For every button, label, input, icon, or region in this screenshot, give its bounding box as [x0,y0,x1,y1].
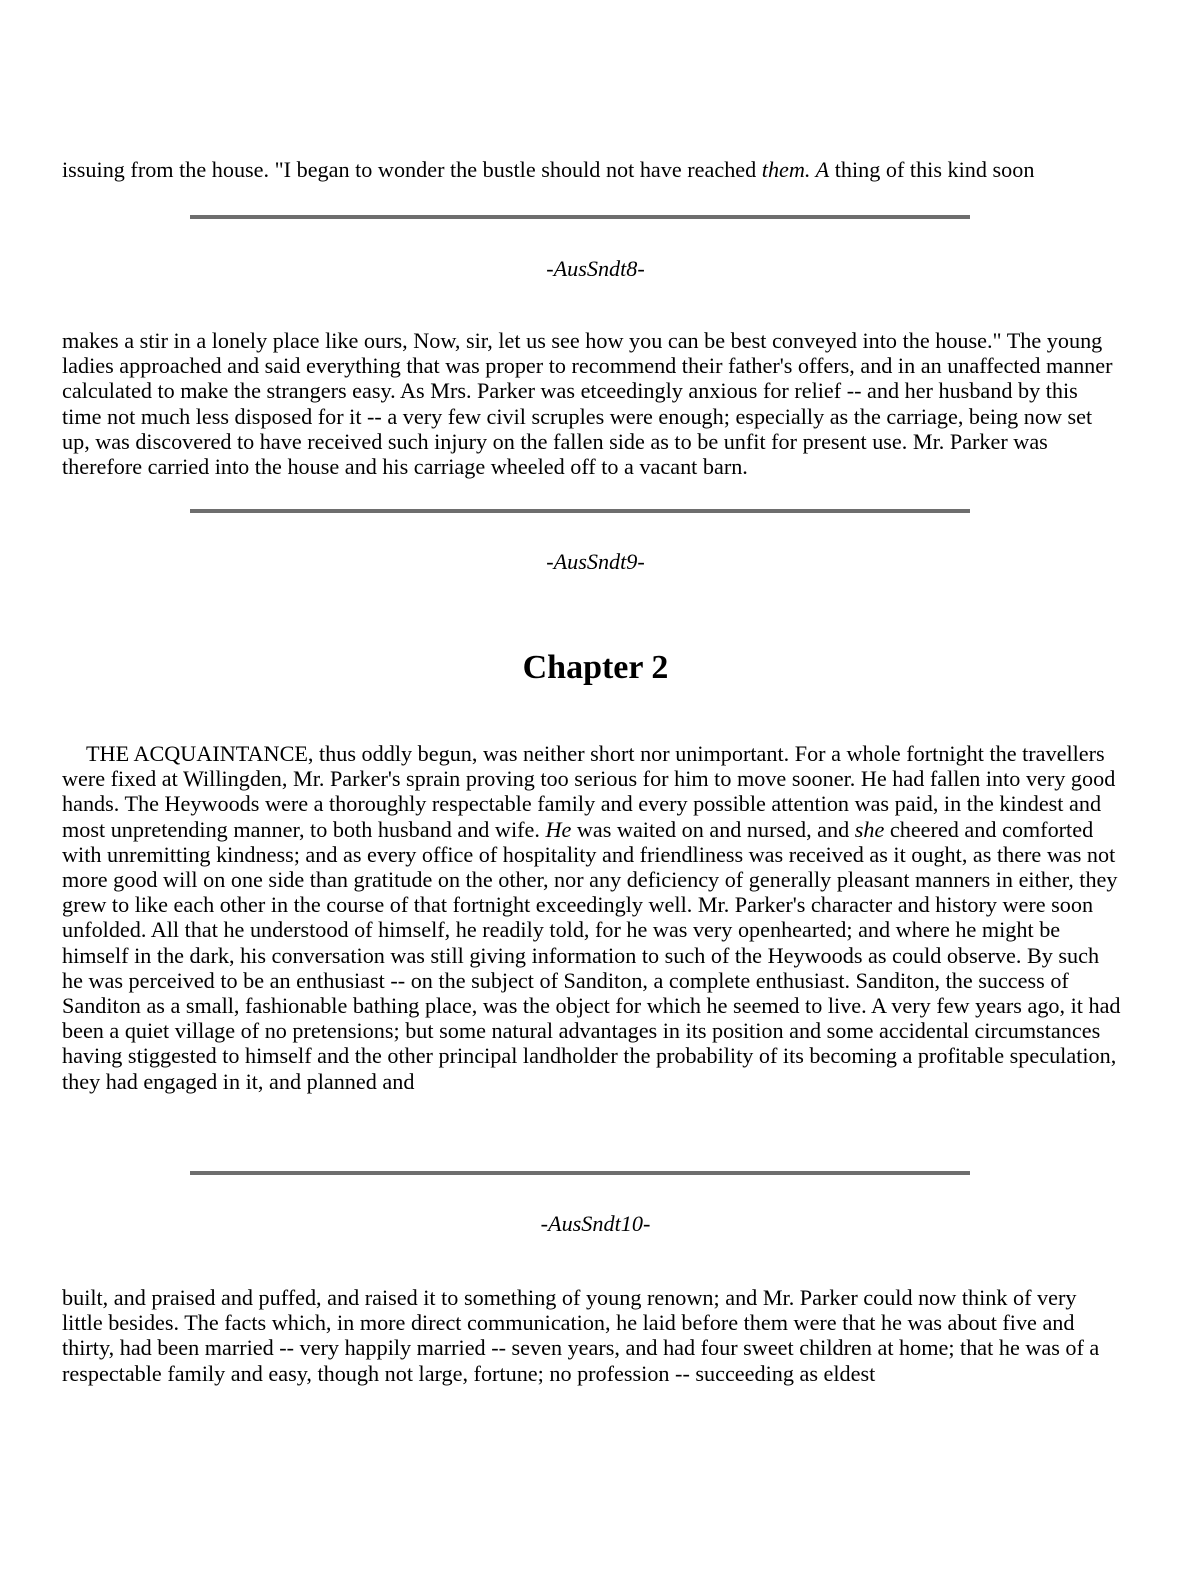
paragraph-text: THE ACQUAINTANCE, thus oddly begun, was neither short nor unimportant. For a whole fortnight the travellers were fixed at Willingden, Mr. Parker's sprain proving too serious for him to move sooner. He had fallen into very good hands. The Heywoods were a thoroughly respectable family and every possible attention was paid, in the kindest and most unpretending manner, to both husband and wife. [62,741,1116,842]
page-marker-10: -AusSndt10- [540,1211,651,1236]
paragraph-text: thing of this kind soon [829,157,1035,182]
paragraph-text: cheered and comforted with unremitting kindness; and as every office of hospitality and friendliness was received as it ought, as there was not more good will on one side than gratitude on the other, nor any deficiency of generally pleasant manners in either, they grew to like each other in the course of that fortnight exceedingly well. Mr. Parker's character and history were soon unfolded. All that he understood of himself, he readily told, for he was very openhearted; and where he might be himself in the dark, his conversation was still giving information to such of the Heywoods as could observe. By such he was perceived to be an enthusiast -- on the subject of Sanditon, a complete enthusiast. Sanditon, the success of Sanditon as a small, fashionable bathing place, was the object for which he seemed to live. A very few years ago, it had been a quiet village of no pretensions; but some natural advantages in its position and some accidental circumstances having stiggested to himself and the other principal landholder the probability of its becoming a profitable speculation, they had engaged in it, and planned and [62,816,1121,1094]
paragraph-chapter-opening [62,741,1122,1094]
paragraph-continued-3: built, and praised and puffed, and raised it to something of young renown; and Mr. Parker could now think of very little besides. The facts which, in more direct communication, he laid before them were that he was about five and thirty, had been married -- very happily married -- seven years, and had four sweet children at home; that he was of a respectable family and easy, though not large, fortune; no profession -- succeeding as eldest [62,1285,1100,1386]
paragraph-text: was waited on and nursed, and [571,816,855,842]
paragraph-continued-2: makes a stir in a lonely place like ours, Now, sir, let us see how you can be best conveyed into the house." The young ladies approached and said everything that was proper to recommend their father's offers, and in an unaffected manner calculated to make the strangers easy. As Mrs. Parker was etceedingly anxious for relief -- and her husband by this time not much less disposed for it -- a very few civil scruples were enough; especially as the carriage, being now set up, was discovered to have received such injury on the fallen side as to be unfit for present use. Mr. Parker was therefore carried into the house and his carriage wheeled off to a vacant barn. [62,328,1113,480]
page-break-rule [190,215,970,219]
page-marker-9: -AusSndt9- [546,549,645,574]
paragraph-continued-1 [62,157,1122,182]
chapter-heading: Chapter 2 [522,649,669,686]
page-break-rule [190,1171,970,1175]
emphasis-text: them. A [761,157,830,182]
emphasis-text: she [854,816,885,842]
paragraph-text: issuing from the house. "I began to wonder the bustle should not have reached [62,157,762,182]
page-break-rule [190,509,970,513]
page-marker-8: -AusSndt8- [546,256,645,281]
emphasis-text: He [545,816,572,842]
